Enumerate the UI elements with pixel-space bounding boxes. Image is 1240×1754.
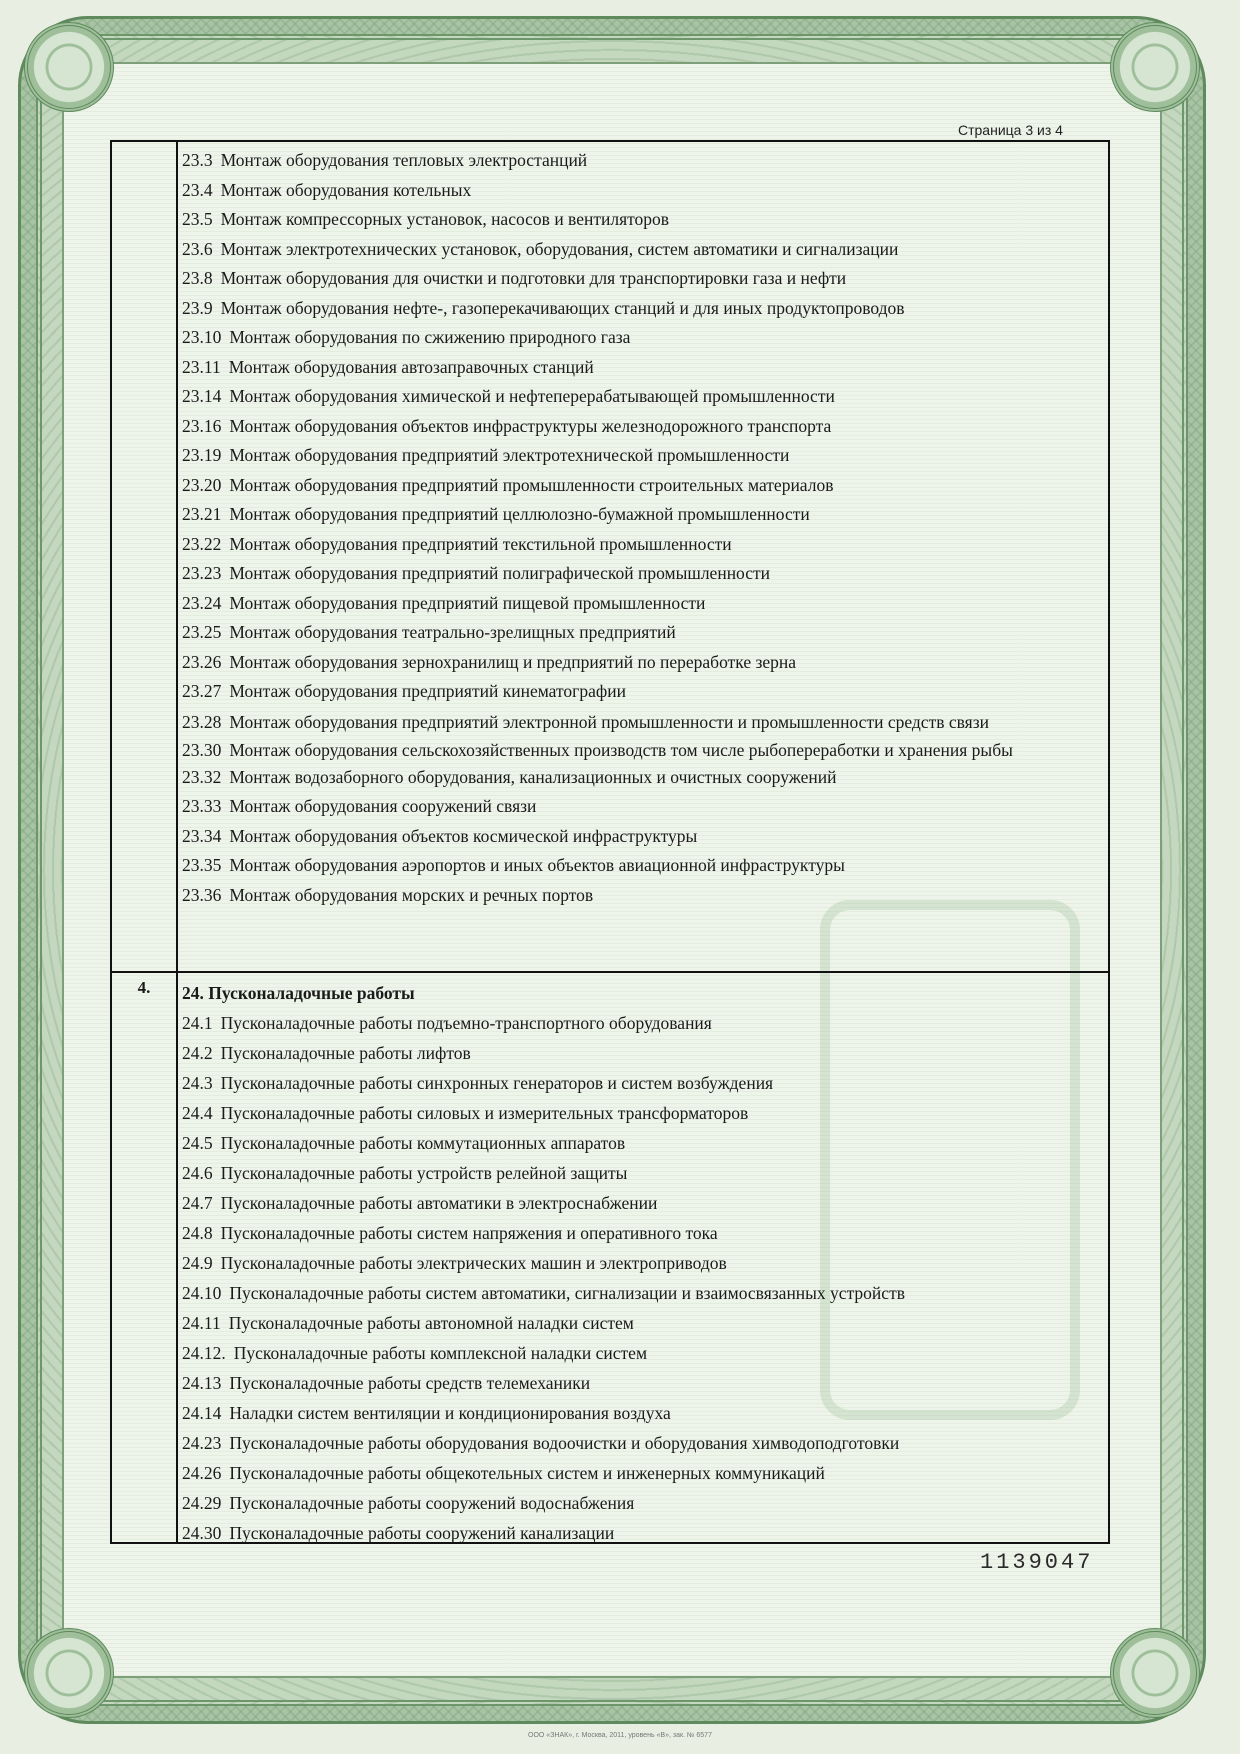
item-code: 23.5 bbox=[182, 209, 213, 229]
item-text: Монтаж оборудования котельных bbox=[220, 179, 472, 200]
item-code: 24.12. bbox=[182, 1343, 226, 1363]
list-item bbox=[182, 441, 1100, 471]
item-text: Пусконаладочные работы автономной наладки систем bbox=[228, 1313, 634, 1333]
item-text: Монтаж оборудования аэропортов и иных объектов авиационной инфраструктуры bbox=[229, 855, 845, 875]
row-number: 4. bbox=[137, 978, 151, 997]
item-code: 23.11 bbox=[182, 356, 221, 377]
list-item bbox=[182, 530, 1100, 560]
list-item bbox=[182, 1248, 1100, 1278]
item-text: Монтаж оборудования предприятий текстильной промышленности bbox=[229, 533, 732, 554]
item-code: 23.20 bbox=[182, 474, 222, 495]
list-item bbox=[182, 323, 1100, 353]
item-code: 23.30 bbox=[182, 739, 222, 760]
item-text: Монтаж оборудования тепловых электростанций bbox=[220, 150, 588, 170]
list-item bbox=[182, 618, 1100, 648]
item-code: 24.9 bbox=[182, 1253, 213, 1273]
item-text: Монтаж оборудования химической и нефтеперерабатывающей промышленности bbox=[229, 386, 835, 406]
item-text: Монтаж оборудования предприятий пищевой промышленности bbox=[229, 592, 706, 613]
item-text: Монтаж оборудования объектов космической инфраструктуры bbox=[229, 825, 698, 846]
item-text: Монтаж оборудования предприятий целлюлозно-бумажной промышленности bbox=[229, 504, 810, 524]
item-text: Монтаж оборудования сельскохозяйственных производств том числе рыбопереработки и хранения рыбы bbox=[229, 739, 1013, 760]
item-text: Монтаж оборудования для очистки и подготовки для транспортировки газа и нефти bbox=[220, 268, 847, 288]
item-text: Пусконаладочные работы систем автоматики, сигнализации и взаимосвязанных устройств bbox=[229, 1283, 905, 1303]
item-code: 23.32 bbox=[182, 766, 222, 787]
list-item bbox=[182, 1338, 1100, 1368]
item-text: Пусконаладочные работы коммутационных аппаратов bbox=[220, 1133, 626, 1153]
list-item bbox=[182, 1218, 1100, 1248]
list-item bbox=[182, 1458, 1100, 1488]
item-code: 23.27 bbox=[182, 681, 222, 701]
list-item bbox=[182, 471, 1100, 501]
item-code: 23.14 bbox=[182, 386, 222, 406]
item-text: Пусконаладочные работы средств телемеханики bbox=[229, 1373, 591, 1393]
item-text: Монтаж оборудования по сжижению природного газа bbox=[229, 327, 631, 347]
item-text: Монтаж компрессорных установок, насосов и вентиляторов bbox=[220, 209, 670, 229]
list-item bbox=[182, 763, 1100, 793]
item-code: 23.26 bbox=[182, 651, 222, 672]
item-text: Пусконаладочные работы подъемно-транспортного оборудования bbox=[220, 1013, 712, 1033]
serial-number: 1139047 bbox=[980, 1550, 1094, 1575]
list-item bbox=[182, 648, 1100, 678]
item-text: Монтаж оборудования автозаправочных станций bbox=[228, 356, 594, 377]
item-text: Монтаж оборудования предприятий электронной промышленности и промышленности средств связи bbox=[229, 711, 989, 732]
list-item bbox=[182, 1368, 1100, 1398]
list-item bbox=[182, 1278, 1100, 1308]
item-code: 24.1 bbox=[182, 1013, 213, 1033]
printer-info: ООО «ЗНАК», г. Москва, 2011, уровень «В», зак. № 6577 bbox=[528, 1732, 712, 1739]
list-item bbox=[182, 264, 1100, 294]
item-code: 24.6 bbox=[182, 1163, 213, 1183]
list-item bbox=[182, 707, 1100, 735]
item-code: 24.23 bbox=[182, 1433, 222, 1453]
list-item bbox=[182, 1068, 1100, 1098]
item-code: 24.7 bbox=[182, 1193, 213, 1213]
item-code: 24.26 bbox=[182, 1463, 222, 1483]
item-code: 23.21 bbox=[182, 504, 222, 524]
list-item bbox=[182, 677, 1100, 707]
item-code: 24.10 bbox=[182, 1283, 222, 1303]
item-text: Пусконаладочные работы общекотельных систем и инженерных коммуникаций bbox=[229, 1463, 825, 1483]
item-text: Пусконаладочные работы синхронных генераторов и систем возбуждения bbox=[220, 1073, 774, 1093]
list-item bbox=[182, 146, 1100, 176]
item-code: 23.34 bbox=[182, 825, 222, 846]
list-item bbox=[182, 1518, 1100, 1548]
list-item bbox=[182, 1488, 1100, 1518]
item-text: Пусконаладочные работы сооружений водоснабжения bbox=[229, 1493, 635, 1513]
item-code: 24.13 bbox=[182, 1373, 222, 1393]
item-code: 23.10 bbox=[182, 327, 222, 347]
list-item bbox=[182, 294, 1100, 324]
item-code: 23.16 bbox=[182, 415, 222, 436]
list-item bbox=[182, 822, 1100, 852]
corner-ornament-bottom-right bbox=[1110, 1628, 1200, 1718]
item-text: Монтаж оборудования объектов инфраструктуры железнодорожного транспорта bbox=[229, 415, 832, 436]
list-item bbox=[182, 1008, 1100, 1038]
item-code: 23.22 bbox=[182, 533, 222, 554]
item-code: 23.25 bbox=[182, 622, 222, 642]
item-code: 24.11 bbox=[182, 1313, 221, 1333]
item-text: Монтаж оборудования зернохранилищ и предприятий по переработке зерна bbox=[229, 651, 797, 672]
list-item bbox=[182, 353, 1100, 383]
item-code: 23.4 bbox=[182, 179, 213, 200]
list-item bbox=[182, 1398, 1100, 1428]
item-text: Монтаж оборудования морских и речных портов bbox=[229, 884, 594, 905]
section-23-items bbox=[182, 146, 1100, 910]
item-text: Пусконаладочные работы лифтов bbox=[220, 1043, 471, 1063]
row-divider bbox=[112, 971, 1108, 973]
list-item bbox=[182, 559, 1100, 589]
list-item bbox=[182, 382, 1100, 412]
item-code: 24.2 bbox=[182, 1043, 213, 1063]
item-code: 23.6 bbox=[182, 238, 213, 259]
list-item bbox=[182, 735, 1100, 763]
list-item bbox=[182, 589, 1100, 619]
item-text: Пусконаладочные работы сооружений канализации bbox=[229, 1523, 615, 1543]
item-text: Пусконаладочные работы устройств релейной защиты bbox=[220, 1163, 628, 1183]
item-text: Монтаж водозаборного оборудования, канализационных и очистных сооружений bbox=[229, 766, 837, 787]
item-text: Монтаж оборудования сооружений связи bbox=[229, 796, 537, 816]
list-item bbox=[182, 1128, 1100, 1158]
item-text: Пусконаладочные работы автоматики в электроснабжении bbox=[220, 1193, 658, 1213]
item-code: 23.36 bbox=[182, 884, 222, 905]
item-text: Монтаж оборудования предприятий кинематографии bbox=[229, 681, 626, 701]
list-item bbox=[182, 792, 1100, 822]
list-item bbox=[182, 1308, 1100, 1338]
item-code: 23.33 bbox=[182, 796, 222, 816]
list-item bbox=[182, 205, 1100, 235]
list-item bbox=[182, 1038, 1100, 1068]
list-item bbox=[182, 1188, 1100, 1218]
item-text: Монтаж оборудования предприятий электротехнической промышленности bbox=[229, 445, 790, 465]
item-code: 23.8 bbox=[182, 268, 213, 288]
list-item bbox=[182, 500, 1100, 530]
item-code: 24.29 bbox=[182, 1493, 222, 1513]
item-code: 23.23 bbox=[182, 563, 222, 583]
item-code: 23.28 bbox=[182, 711, 222, 732]
item-text: Пусконаладочные работы силовых и измерительных трансформаторов bbox=[220, 1103, 749, 1123]
list-item bbox=[182, 1428, 1100, 1458]
item-text: Монтаж электротехнических установок, оборудования, систем автоматики и сигнализации bbox=[220, 238, 899, 259]
item-code: 23.3 bbox=[182, 150, 213, 170]
column-divider bbox=[176, 142, 178, 1542]
item-text: Пусконаладочные работы электрических машин и электроприводов bbox=[220, 1253, 727, 1273]
item-code: 24.8 bbox=[182, 1223, 213, 1243]
list-item bbox=[182, 881, 1100, 911]
section-24-items bbox=[182, 1008, 1100, 1548]
item-text: Монтаж оборудования нефте-, газоперекачивающих станций и для иных продуктопроводов bbox=[220, 297, 905, 318]
item-text: Монтаж оборудования театрально-зрелищных предприятий bbox=[229, 622, 676, 642]
item-code: 24.5 bbox=[182, 1133, 213, 1153]
list-item bbox=[182, 412, 1100, 442]
item-code: 23.9 bbox=[182, 297, 213, 318]
item-text: Пусконаладочные работы систем напряжения и оперативного тока bbox=[220, 1223, 718, 1243]
item-code: 23.19 bbox=[182, 445, 222, 465]
corner-ornament-top-left bbox=[24, 22, 114, 112]
section-heading: 24. Пусконаладочные работы bbox=[182, 983, 415, 1003]
list-item bbox=[182, 235, 1100, 265]
item-text: Монтаж оборудования предприятий полиграфической промышленности bbox=[229, 563, 771, 583]
page-number: Страница 3 из 4 bbox=[958, 122, 1063, 138]
list-item bbox=[182, 176, 1100, 206]
item-code: 24.14 bbox=[182, 1403, 222, 1423]
item-code: 24.3 bbox=[182, 1073, 213, 1093]
works-table bbox=[110, 140, 1110, 1544]
list-item bbox=[182, 1098, 1100, 1128]
section-24 bbox=[182, 978, 1100, 1548]
corner-ornament-top-right bbox=[1110, 22, 1200, 112]
item-text: Пусконаладочные работы оборудования водоочистки и оборудования химводоподготовки bbox=[229, 1433, 900, 1453]
item-text: Монтаж оборудования предприятий промышленности строительных материалов bbox=[229, 474, 834, 495]
item-code: 23.35 bbox=[182, 855, 222, 875]
item-text: Наладки систем вентиляции и кондиционирования воздуха bbox=[229, 1403, 671, 1423]
item-code: 24.4 bbox=[182, 1103, 213, 1123]
list-item bbox=[182, 1158, 1100, 1188]
item-code: 23.24 bbox=[182, 592, 222, 613]
list-item bbox=[182, 851, 1100, 881]
corner-ornament-bottom-left bbox=[24, 1628, 114, 1718]
item-code: 24.30 bbox=[182, 1523, 222, 1543]
item-text: Пусконаладочные работы комплексной наладки систем bbox=[233, 1343, 648, 1363]
